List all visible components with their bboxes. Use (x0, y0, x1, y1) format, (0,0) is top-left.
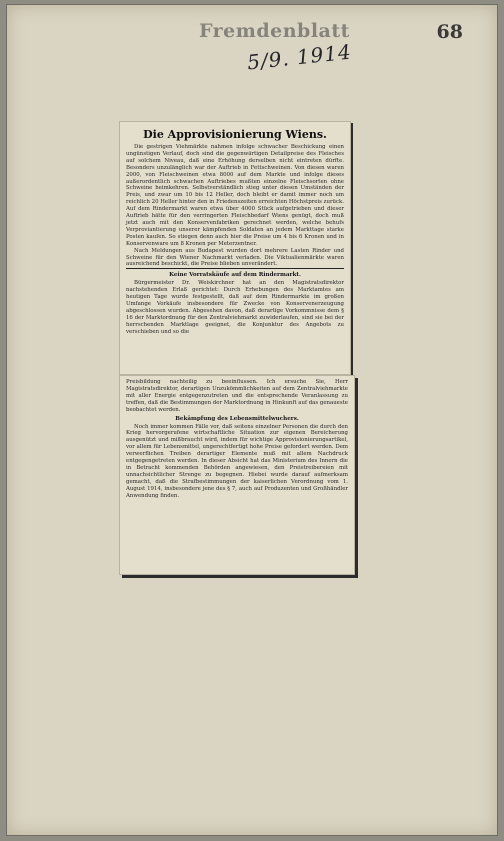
article-paragraph: Preisbildung nachteilig zu beeinflussen. Ich ersuche Sie, Herr Magistratsdirektor, derartigen Unzukömmlichkeiten auf dem Zentralviehmarkte mit aller Energie entgegenzutreten und die entsprechende Veranlassung zu treffen, daß die Bestimmungen der Marktordnung in Hinkunft auf das genaueste beobachtet werden. (126, 379, 348, 413)
article-paragraph: Noch immer kommen Fälle vor, daß seitens einzelner Personen die durch den Krieg hervorgerufene wirtschaftliche Situation zur eigenen Bereicherung ausgenützt und mißbraucht wird, indem für wichtige Approvisionierungsartikel, vor allem für Lebensmittel, ungerechtfertigt hohe Preise gefordert werden. Dem verwerflichen Treiben derartiger Elemente muß mit allem Nachdruck entgegengetreten werden. In dieser Absicht hat das Ministerium des Innern die in Betracht kommenden Behörden angewiesen, den Preistreibereien mit unnachsichtlicher Strenge zu begegnen. Hiebei wurde darauf aufmerksam gemacht, daß die Strafbestimmungen der kaiserlichen Verordnung vom 1. August 1914, insbesondere jene des § 7, auch auf Produzenten und Großhändler Anwendung finden. (126, 423, 348, 499)
newspaper-name: Fremdenblatt (199, 20, 350, 42)
clipping-bottom-piece (119, 375, 355, 575)
archive-sheet (6, 4, 498, 836)
section-divider (126, 268, 344, 269)
clipping-top-piece (119, 121, 351, 375)
handwritten-date: 5/9. 1914 (246, 39, 353, 75)
newspaper-clipping (119, 121, 381, 577)
section-heading: Bekämpfung des Lebensmittelwuchers. (175, 415, 299, 422)
article-title: Die Approvisionierung Wiens. (143, 128, 327, 141)
page-number: 68 (436, 21, 463, 43)
article-paragraph: Nach Meldungen aus Budapest wurden dort mehrere Lasten Rinder und Schweine für den Wiener Nachmarkt verladen. Die Viktualienmärkte waren ausreichend beschickt, die Preise blieben unverändert. (126, 247, 344, 268)
section-heading: Keine Vorratskäufe auf dem Rindermarkt. (169, 272, 301, 279)
article-paragraph: Die gestrigen Viehmärkte nahmen infolge schwacher Beschickung einen ungünstigen Verlauf, doch sind die gegenwärtigen Detailpreise des Fleisches auf solchem Niveau, daß eine Erhöhung derselben nicht eintreten dürfte. Besonders unzulänglich war der Auftrieb in Fettschweinen. Von diesen waren 2000, von Fleischweinen etwa 8000 auf dem Markte und infolge dieses außerordentlich schwachen Auftriebes mußten einzelne Fleischsorten ohne Schweine heimkehren. Selbstverständlich stieg unter diesen Umständen der Preis, und zwar um 10 bis 12 Heller, doch bleibt er damit immer noch um reichlich 20 Heller hinter den in Friedenszeiten erreichten Höchstpreis zurück. Auf dem Rindermarkt waren etwa über 4000 Stück aufgetrieben und dieser Auftrieb hätte für den verringerten Fleischbedarf Wiens genügt, doch muß jetzt auch mit den Konservenfabriken gerechnet werden, welche behufs Verproviantierung unserer kämpfenden Soldaten an jedem Markttage starke Posten kaufen. So stiegen denn auch hier die Preise um 4 bis 6 Kronen und in Konservenware um 8 Kronen per Meterzentner. (126, 144, 344, 247)
article-paragraph: Bürgermeister Dr. Weiskirchner hat an den Magistratsdirektor nachstehenden Erlaß gerichtet: Durch Erhebungen des Marktamtes am heutigen Tage wurde festgestellt, daß auf dem Rindermarkte im großen Umfange Vorkäufe insbesondere für Zwecke von Konservenerzeugung abgeschlossen wurden. Abgesehen davon, daß derartige Vorkommnisse dem § 16 der Marktordnung für den Zentralviehmarkt zuwiderlaufen, sind sie bei der herrschenden Marktlage geeignet, die Konjunktur des Angebots zu verschieben und so die (126, 280, 344, 335)
